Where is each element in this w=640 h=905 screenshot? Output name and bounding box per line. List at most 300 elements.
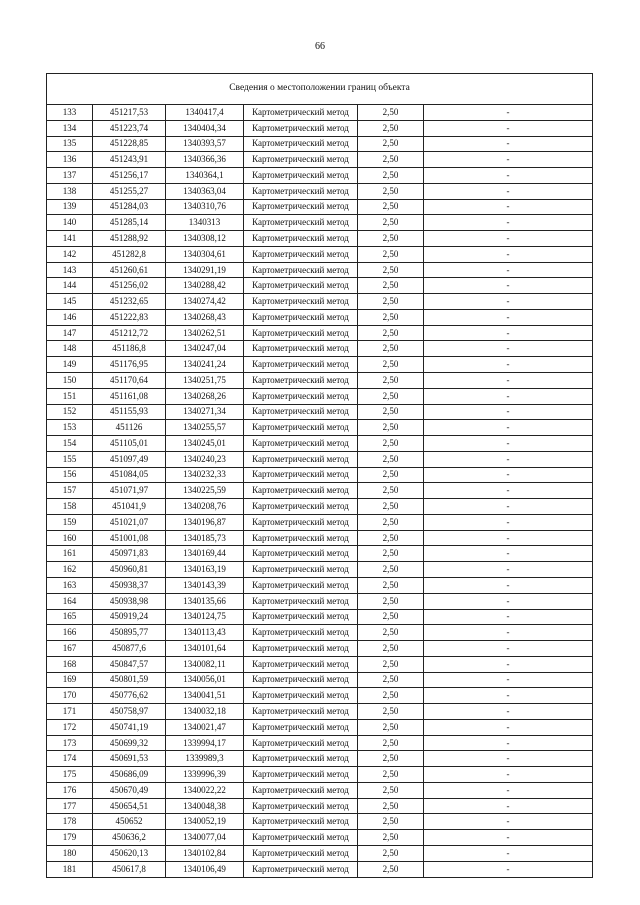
x-coordinate-cell: 450670,49: [93, 782, 166, 798]
method-cell: Картометрический метод: [244, 514, 358, 530]
x-coordinate-cell: 451217,53: [93, 105, 166, 121]
accuracy-cell: 2,50: [358, 168, 424, 184]
accuracy-cell: 2,50: [358, 735, 424, 751]
point-number-cell: 175: [47, 767, 93, 783]
method-cell: Картометрический метод: [244, 262, 358, 278]
method-cell: Картометрический метод: [244, 357, 358, 373]
table-row: [47, 499, 593, 515]
method-cell: Картометрический метод: [244, 546, 358, 562]
table-row: [47, 641, 593, 657]
method-cell: Картометрический метод: [244, 499, 358, 515]
accuracy-cell: 2,50: [358, 641, 424, 657]
accuracy-cell: 2,50: [358, 294, 424, 310]
point-number-cell: 150: [47, 373, 93, 389]
table-row: [47, 152, 593, 168]
x-coordinate-cell: 451071,97: [93, 483, 166, 499]
y-coordinate-cell: 1340208,76: [166, 499, 244, 515]
accuracy-cell: 2,50: [358, 845, 424, 861]
point-number-cell: 176: [47, 782, 93, 798]
description-cell: -: [424, 105, 593, 121]
table-row: [47, 609, 593, 625]
y-coordinate-cell: 1340366,36: [166, 152, 244, 168]
accuracy-cell: 2,50: [358, 672, 424, 688]
x-coordinate-cell: 450801,59: [93, 672, 166, 688]
method-cell: Картометрический метод: [244, 845, 358, 861]
description-cell: -: [424, 278, 593, 294]
y-coordinate-cell: 1339989,3: [166, 751, 244, 767]
table-row: [47, 168, 593, 184]
point-number-cell: 157: [47, 483, 93, 499]
method-cell: Картометрический метод: [244, 751, 358, 767]
x-coordinate-cell: 450636,2: [93, 830, 166, 846]
x-coordinate-cell: 450758,97: [93, 704, 166, 720]
method-cell: Картометрический метод: [244, 467, 358, 483]
point-number-cell: 180: [47, 845, 93, 861]
point-number-cell: 143: [47, 262, 93, 278]
method-cell: Картометрический метод: [244, 798, 358, 814]
table-row: [47, 688, 593, 704]
y-coordinate-cell: 1340364,1: [166, 168, 244, 184]
accuracy-cell: 2,50: [358, 341, 424, 357]
point-number-cell: 162: [47, 562, 93, 578]
accuracy-cell: 2,50: [358, 577, 424, 593]
method-cell: Картометрический метод: [244, 830, 358, 846]
description-cell: -: [424, 751, 593, 767]
table-row: [47, 672, 593, 688]
table-row: [47, 120, 593, 136]
table-row: [47, 546, 593, 562]
y-coordinate-cell: 1340169,44: [166, 546, 244, 562]
accuracy-cell: 2,50: [358, 199, 424, 215]
accuracy-cell: 2,50: [358, 183, 424, 199]
point-number-cell: 144: [47, 278, 93, 294]
point-number-cell: 136: [47, 152, 93, 168]
x-coordinate-cell: 450971,83: [93, 546, 166, 562]
y-coordinate-cell: 1340032,18: [166, 704, 244, 720]
y-coordinate-cell: 1340102,84: [166, 845, 244, 861]
table-row: [47, 451, 593, 467]
y-coordinate-cell: 1340240,23: [166, 451, 244, 467]
x-coordinate-cell: 450938,37: [93, 577, 166, 593]
description-cell: -: [424, 420, 593, 436]
description-cell: -: [424, 152, 593, 168]
y-coordinate-cell: 1340077,04: [166, 830, 244, 846]
point-number-cell: 172: [47, 719, 93, 735]
method-cell: Картометрический метод: [244, 861, 358, 877]
description-cell: -: [424, 325, 593, 341]
description-cell: -: [424, 309, 593, 325]
description-cell: -: [424, 404, 593, 420]
point-number-cell: 147: [47, 325, 93, 341]
point-number-cell: 151: [47, 388, 93, 404]
point-number-cell: 167: [47, 641, 93, 657]
description-cell: -: [424, 388, 593, 404]
method-cell: Картометрический метод: [244, 136, 358, 152]
point-number-cell: 146: [47, 309, 93, 325]
description-cell: -: [424, 593, 593, 609]
x-coordinate-cell: 451284,03: [93, 199, 166, 215]
accuracy-cell: 2,50: [358, 231, 424, 247]
table-row: [47, 199, 593, 215]
y-coordinate-cell: 1340247,04: [166, 341, 244, 357]
table-row: [47, 798, 593, 814]
description-cell: -: [424, 183, 593, 199]
table-row: [47, 294, 593, 310]
x-coordinate-cell: 450847,57: [93, 656, 166, 672]
method-cell: Картометрический метод: [244, 231, 358, 247]
method-cell: Картометрический метод: [244, 782, 358, 798]
x-coordinate-cell: 451243,91: [93, 152, 166, 168]
accuracy-cell: 2,50: [358, 499, 424, 515]
table-row: [47, 514, 593, 530]
description-cell: -: [424, 373, 593, 389]
x-coordinate-cell: 450895,77: [93, 625, 166, 641]
table-row: [47, 830, 593, 846]
y-coordinate-cell: 1340288,42: [166, 278, 244, 294]
table-row: [47, 341, 593, 357]
description-cell: -: [424, 436, 593, 452]
x-coordinate-cell: 451228,85: [93, 136, 166, 152]
description-cell: -: [424, 120, 593, 136]
x-coordinate-cell: 450919,24: [93, 609, 166, 625]
x-coordinate-cell: 451161,08: [93, 388, 166, 404]
description-cell: -: [424, 168, 593, 184]
point-number-cell: 140: [47, 215, 93, 231]
x-coordinate-cell: 451105,01: [93, 436, 166, 452]
point-number-cell: 164: [47, 593, 93, 609]
x-coordinate-cell: 451212,72: [93, 325, 166, 341]
description-cell: -: [424, 704, 593, 720]
method-cell: Картометрический метод: [244, 672, 358, 688]
accuracy-cell: 2,50: [358, 798, 424, 814]
table-row: [47, 420, 593, 436]
accuracy-cell: 2,50: [358, 625, 424, 641]
method-cell: Картометрический метод: [244, 105, 358, 121]
y-coordinate-cell: 1339996,39: [166, 767, 244, 783]
accuracy-cell: 2,50: [358, 246, 424, 262]
description-cell: -: [424, 514, 593, 530]
method-cell: Картометрический метод: [244, 656, 358, 672]
point-number-cell: 133: [47, 105, 93, 121]
method-cell: Картометрический метод: [244, 278, 358, 294]
method-cell: Картометрический метод: [244, 183, 358, 199]
table-row: [47, 814, 593, 830]
method-cell: Картометрический метод: [244, 120, 358, 136]
description-cell: -: [424, 451, 593, 467]
description-cell: -: [424, 609, 593, 625]
description-cell: -: [424, 656, 593, 672]
accuracy-cell: 2,50: [358, 420, 424, 436]
table-row: [47, 593, 593, 609]
x-coordinate-cell: 450652: [93, 814, 166, 830]
accuracy-cell: 2,50: [358, 278, 424, 294]
method-cell: Картометрический метод: [244, 404, 358, 420]
x-coordinate-cell: 451232,65: [93, 294, 166, 310]
description-cell: -: [424, 546, 593, 562]
description-cell: -: [424, 688, 593, 704]
point-number-cell: 165: [47, 609, 93, 625]
table-row: [47, 309, 593, 325]
accuracy-cell: 2,50: [358, 152, 424, 168]
point-number-cell: 142: [47, 246, 93, 262]
table-row: [47, 278, 593, 294]
table-row: [47, 136, 593, 152]
point-number-cell: 179: [47, 830, 93, 846]
table-row: [47, 656, 593, 672]
y-coordinate-cell: 1340052,19: [166, 814, 244, 830]
table-row: [47, 388, 593, 404]
method-cell: Картометрический метод: [244, 294, 358, 310]
table-row: [47, 577, 593, 593]
description-cell: -: [424, 641, 593, 657]
accuracy-cell: 2,50: [358, 467, 424, 483]
accuracy-cell: 2,50: [358, 751, 424, 767]
point-number-cell: 137: [47, 168, 93, 184]
x-coordinate-cell: 450741,19: [93, 719, 166, 735]
y-coordinate-cell: 1340048,38: [166, 798, 244, 814]
method-cell: Картометрический метод: [244, 309, 358, 325]
method-cell: Картометрический метод: [244, 704, 358, 720]
x-coordinate-cell: 451260,61: [93, 262, 166, 278]
accuracy-cell: 2,50: [358, 373, 424, 389]
y-coordinate-cell: 1340363,04: [166, 183, 244, 199]
x-coordinate-cell: 450938,98: [93, 593, 166, 609]
method-cell: Картометрический метод: [244, 483, 358, 499]
y-coordinate-cell: 1340274,42: [166, 294, 244, 310]
y-coordinate-cell: 1340268,43: [166, 309, 244, 325]
table-row: [47, 183, 593, 199]
point-number-cell: 168: [47, 656, 93, 672]
x-coordinate-cell: 451222,83: [93, 309, 166, 325]
description-cell: -: [424, 262, 593, 278]
accuracy-cell: 2,50: [358, 593, 424, 609]
accuracy-cell: 2,50: [358, 309, 424, 325]
method-cell: Картометрический метод: [244, 373, 358, 389]
x-coordinate-cell: 451155,93: [93, 404, 166, 420]
table-title: Сведения о местоположении границ объекта: [47, 74, 593, 105]
accuracy-cell: 2,50: [358, 325, 424, 341]
accuracy-cell: 2,50: [358, 767, 424, 783]
boundary-coordinates-table: [46, 73, 593, 878]
table-body: [47, 74, 593, 878]
description-cell: -: [424, 814, 593, 830]
accuracy-cell: 2,50: [358, 404, 424, 420]
method-cell: Картометрический метод: [244, 577, 358, 593]
accuracy-cell: 2,50: [358, 357, 424, 373]
point-number-cell: 134: [47, 120, 93, 136]
point-number-cell: 174: [47, 751, 93, 767]
accuracy-cell: 2,50: [358, 609, 424, 625]
y-coordinate-cell: 1340143,39: [166, 577, 244, 593]
description-cell: -: [424, 199, 593, 215]
table-row: [47, 530, 593, 546]
table-row: [47, 436, 593, 452]
x-coordinate-cell: 451176,95: [93, 357, 166, 373]
y-coordinate-cell: 1340313: [166, 215, 244, 231]
method-cell: Картометрический метод: [244, 719, 358, 735]
description-cell: -: [424, 767, 593, 783]
y-coordinate-cell: 1340185,73: [166, 530, 244, 546]
x-coordinate-cell: 451256,02: [93, 278, 166, 294]
y-coordinate-cell: 1340022,22: [166, 782, 244, 798]
description-cell: -: [424, 845, 593, 861]
method-cell: Картометрический метод: [244, 152, 358, 168]
y-coordinate-cell: 1340082,11: [166, 656, 244, 672]
description-cell: -: [424, 577, 593, 593]
method-cell: Картометрический метод: [244, 388, 358, 404]
table-row: [47, 704, 593, 720]
accuracy-cell: 2,50: [358, 861, 424, 877]
description-cell: -: [424, 215, 593, 231]
accuracy-cell: 2,50: [358, 719, 424, 735]
point-number-cell: 177: [47, 798, 93, 814]
y-coordinate-cell: 1340225,59: [166, 483, 244, 499]
description-cell: -: [424, 483, 593, 499]
accuracy-cell: 2,50: [358, 120, 424, 136]
x-coordinate-cell: 450699,32: [93, 735, 166, 751]
y-coordinate-cell: 1340310,76: [166, 199, 244, 215]
description-cell: -: [424, 136, 593, 152]
description-cell: -: [424, 625, 593, 641]
accuracy-cell: 2,50: [358, 514, 424, 530]
y-coordinate-cell: 1340255,57: [166, 420, 244, 436]
y-coordinate-cell: 1340308,12: [166, 231, 244, 247]
y-coordinate-cell: 1340404,34: [166, 120, 244, 136]
page-number: 66: [315, 41, 325, 52]
table-header-row: [47, 74, 593, 105]
y-coordinate-cell: 1340106,49: [166, 861, 244, 877]
accuracy-cell: 2,50: [358, 262, 424, 278]
description-cell: -: [424, 798, 593, 814]
table-row: [47, 483, 593, 499]
x-coordinate-cell: 450960,81: [93, 562, 166, 578]
x-coordinate-cell: 451001,08: [93, 530, 166, 546]
description-cell: -: [424, 231, 593, 247]
point-number-cell: 178: [47, 814, 93, 830]
point-number-cell: 148: [47, 341, 93, 357]
table-row: [47, 246, 593, 262]
table-row: [47, 357, 593, 373]
description-cell: -: [424, 530, 593, 546]
y-coordinate-cell: 1340113,43: [166, 625, 244, 641]
y-coordinate-cell: 1340271,34: [166, 404, 244, 420]
table-row: [47, 845, 593, 861]
method-cell: Картометрический метод: [244, 562, 358, 578]
method-cell: Картометрический метод: [244, 593, 358, 609]
method-cell: Картометрический метод: [244, 451, 358, 467]
y-coordinate-cell: 1340417,4: [166, 105, 244, 121]
method-cell: Картометрический метод: [244, 814, 358, 830]
x-coordinate-cell: 451288,92: [93, 231, 166, 247]
method-cell: Картометрический метод: [244, 767, 358, 783]
method-cell: Картометрический метод: [244, 246, 358, 262]
table-row: [47, 467, 593, 483]
table-row: [47, 215, 593, 231]
x-coordinate-cell: 451186,8: [93, 341, 166, 357]
y-coordinate-cell: 1339994,17: [166, 735, 244, 751]
point-number-cell: 171: [47, 704, 93, 720]
x-coordinate-cell: 450620,13: [93, 845, 166, 861]
point-number-cell: 155: [47, 451, 93, 467]
point-number-cell: 141: [47, 231, 93, 247]
y-coordinate-cell: 1340291,19: [166, 262, 244, 278]
description-cell: -: [424, 562, 593, 578]
x-coordinate-cell: 450654,51: [93, 798, 166, 814]
description-cell: -: [424, 672, 593, 688]
y-coordinate-cell: 1340268,26: [166, 388, 244, 404]
description-cell: -: [424, 830, 593, 846]
x-coordinate-cell: 450776,62: [93, 688, 166, 704]
table-row: [47, 782, 593, 798]
description-cell: -: [424, 341, 593, 357]
x-coordinate-cell: 451021,07: [93, 514, 166, 530]
y-coordinate-cell: 1340232,33: [166, 467, 244, 483]
method-cell: Картометрический метод: [244, 199, 358, 215]
description-cell: -: [424, 719, 593, 735]
y-coordinate-cell: 1340135,66: [166, 593, 244, 609]
point-number-cell: 135: [47, 136, 93, 152]
point-number-cell: 153: [47, 420, 93, 436]
table-row: [47, 719, 593, 735]
x-coordinate-cell: 451126: [93, 420, 166, 436]
table-row: [47, 767, 593, 783]
x-coordinate-cell: 451282,8: [93, 246, 166, 262]
table-row: [47, 373, 593, 389]
point-number-cell: 149: [47, 357, 93, 373]
accuracy-cell: 2,50: [358, 656, 424, 672]
point-number-cell: 138: [47, 183, 93, 199]
description-cell: -: [424, 467, 593, 483]
x-coordinate-cell: 450686,09: [93, 767, 166, 783]
point-number-cell: 170: [47, 688, 93, 704]
table-row: [47, 751, 593, 767]
y-coordinate-cell: 1340245,01: [166, 436, 244, 452]
description-cell: -: [424, 499, 593, 515]
method-cell: Картометрический метод: [244, 325, 358, 341]
x-coordinate-cell: 451041,9: [93, 499, 166, 515]
point-number-cell: 163: [47, 577, 93, 593]
x-coordinate-cell: 450691,53: [93, 751, 166, 767]
description-cell: -: [424, 294, 593, 310]
description-cell: -: [424, 861, 593, 877]
table-row: [47, 404, 593, 420]
accuracy-cell: 2,50: [358, 451, 424, 467]
point-number-cell: 145: [47, 294, 93, 310]
method-cell: Картометрический метод: [244, 530, 358, 546]
accuracy-cell: 2,50: [358, 136, 424, 152]
y-coordinate-cell: 1340056,01: [166, 672, 244, 688]
method-cell: Картометрический метод: [244, 420, 358, 436]
method-cell: Картометрический метод: [244, 688, 358, 704]
method-cell: Картометрический метод: [244, 641, 358, 657]
x-coordinate-cell: 451170,64: [93, 373, 166, 389]
table-row: [47, 231, 593, 247]
x-coordinate-cell: 451097,49: [93, 451, 166, 467]
method-cell: Картометрический метод: [244, 625, 358, 641]
method-cell: Картометрический метод: [244, 215, 358, 231]
y-coordinate-cell: 1340262,51: [166, 325, 244, 341]
table-row: [47, 262, 593, 278]
x-coordinate-cell: 450877,6: [93, 641, 166, 657]
point-number-cell: 139: [47, 199, 93, 215]
accuracy-cell: 2,50: [358, 546, 424, 562]
x-coordinate-cell: 451084,05: [93, 467, 166, 483]
table-row: [47, 105, 593, 121]
point-number-cell: 160: [47, 530, 93, 546]
point-number-cell: 169: [47, 672, 93, 688]
method-cell: Картометрический метод: [244, 436, 358, 452]
accuracy-cell: 2,50: [358, 388, 424, 404]
